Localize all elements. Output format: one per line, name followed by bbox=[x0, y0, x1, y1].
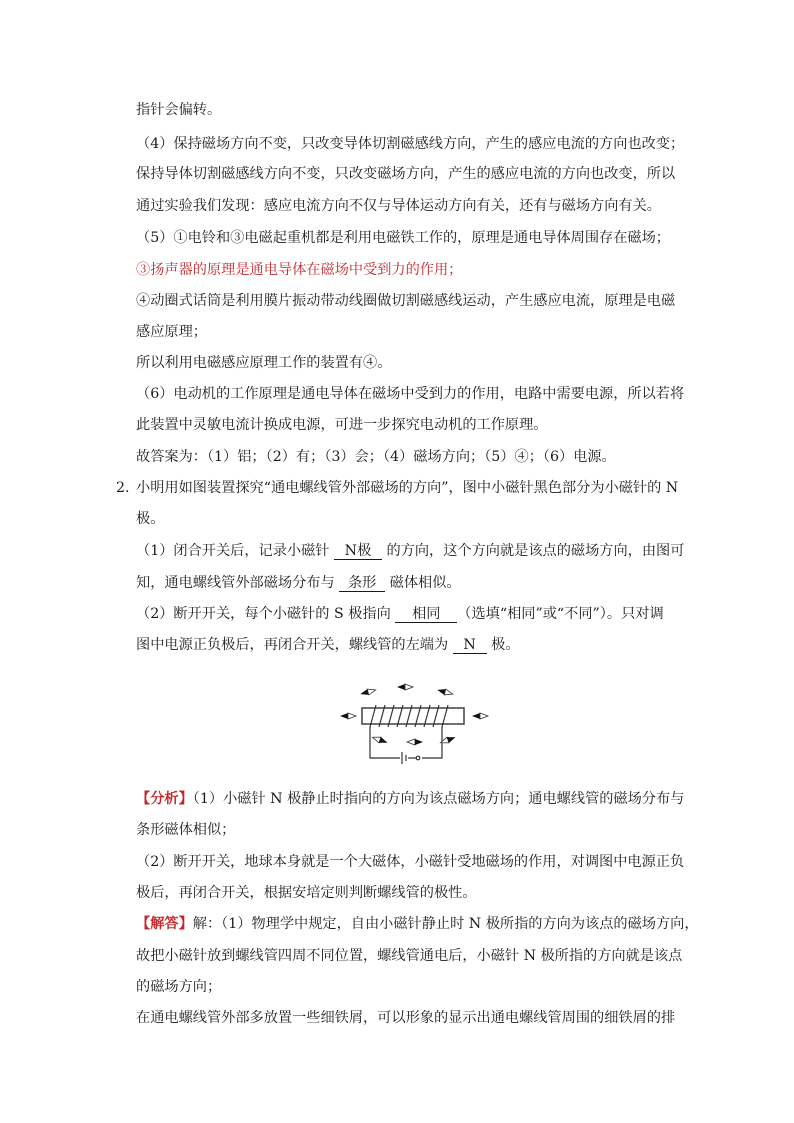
text-line: （4）保持磁场方向不变，只改变导体切割磁感线方向，产生的感应电流的方向也改变； bbox=[136, 136, 685, 152]
solution-tag: 【解答】 bbox=[136, 916, 193, 932]
analysis-line bbox=[136, 789, 684, 809]
solution-line: 的磁场方向； bbox=[136, 979, 222, 995]
compass-needle bbox=[340, 713, 356, 719]
solution-line bbox=[136, 914, 699, 934]
compass-needle bbox=[407, 739, 423, 745]
text-line: 此装置中灵敏电流计换成电源，可进一步探究电动机的工作原理。 bbox=[136, 417, 548, 433]
sub-question-2 bbox=[136, 604, 664, 624]
answer-blank: 相同 bbox=[395, 606, 457, 623]
compass-needle bbox=[397, 684, 413, 690]
text-line: 感应原理； bbox=[136, 324, 207, 340]
text-line: ④动圈式话筒是利用膜片振动带动线圈做切割磁感线运动，产生感应电流，原理是电磁 bbox=[136, 293, 676, 309]
text-segment: 极。 bbox=[486, 637, 520, 653]
analysis-tag: 【分析】 bbox=[136, 791, 193, 807]
question-text: 小明用如图装置探究“通电螺线管外部磁场的方向”，图中小磁针黑色部分为小磁针的 N bbox=[136, 480, 679, 496]
text-line: （5）①电铃和③电磁起重机都是利用电磁铁工作的，原理是通电导体周围存在磁场； bbox=[136, 230, 670, 246]
answer-blank: 条形 bbox=[339, 575, 385, 592]
text-segment: 图中电源正负极后，再闭合开关，螺线管的左端为 bbox=[136, 637, 453, 653]
solution-line: 故把小磁针放到螺线管四周不同位置，螺线管通电后，小磁针 N 极所指的方向就是该点 bbox=[136, 948, 683, 964]
answer-summary: 故答案为：（1）铝；（2）有；（3）会；（4）磁场方向；（5）④；（6）电源。 bbox=[136, 449, 616, 465]
sub-question-1-cont bbox=[136, 573, 461, 593]
analysis-line: 极后，再闭合开关，根据安培定则判断螺线管的极性。 bbox=[136, 885, 477, 901]
sub-question-1 bbox=[136, 541, 684, 561]
question-number: 2. bbox=[116, 480, 130, 496]
answer-blank: N极 bbox=[334, 543, 382, 560]
answer-blank: N bbox=[453, 637, 487, 654]
text-segment: 知，通电螺线管外部磁场分布与 bbox=[136, 575, 340, 591]
solenoid-diagram bbox=[330, 672, 500, 772]
compass-needle bbox=[472, 713, 488, 719]
text-line: 指针会偏转。 bbox=[136, 102, 222, 118]
text-line: （6）电动机的工作原理是通电导体在磁场中受到力的作用，电路中需要电源，所以若将 bbox=[136, 386, 685, 402]
text-segment: （2）断开开关，每个小磁针的 S 极指向 bbox=[136, 606, 396, 622]
text-segment: 磁体相似。 bbox=[385, 575, 461, 591]
compass-needle bbox=[359, 687, 376, 697]
question-text: 极。 bbox=[136, 511, 165, 527]
compass-needle bbox=[436, 687, 453, 697]
text-segment: （1）闭合开关后，记录小磁针 bbox=[136, 543, 334, 559]
text-line-highlight: ③扬声器的原理是通电导体在磁场中受到力的作用； bbox=[136, 262, 463, 278]
text-segment: （1）小磁针 N 极静止时指向的方向为该点磁场方向；通电螺线管的磁场分布与 bbox=[192, 791, 685, 807]
solution-line: 在通电螺线管外部多放置一些细铁屑，可以形象的显示出通电螺线管周围的细铁屑的排 bbox=[136, 1010, 676, 1026]
text-segment: 的方向，这个方向就是该点的磁场方向，由图可 bbox=[381, 543, 685, 559]
compass-needle bbox=[371, 734, 388, 745]
text-line: 所以利用电磁感应原理工作的装置有④。 bbox=[136, 355, 392, 371]
sub-question-2-cont bbox=[136, 635, 520, 655]
analysis-line: （2）断开开关，地球本身就是一个大磁体，小磁针受地磁场的作用，对调图中电源正负 bbox=[136, 854, 685, 870]
solenoid-core bbox=[362, 708, 464, 724]
circuit-wires bbox=[370, 727, 442, 764]
text-segment: 解：（1）物理学中规定，自由小磁针静止时 N 极所指的方向为该点的磁场方向， bbox=[192, 916, 699, 932]
text-line: 保持导体切割磁感线方向不变，只改变磁场方向，产生的感应电流的方向也改变，所以 bbox=[136, 166, 676, 182]
text-line: 通过实验我们发现：感应电流方向不仅与导体运动方向有关，还有与磁场方向有关。 bbox=[136, 198, 661, 214]
text-segment: （选填“相同”或“不同”）。只对调 bbox=[457, 606, 664, 622]
analysis-line: 条形磁体相似； bbox=[136, 822, 236, 838]
